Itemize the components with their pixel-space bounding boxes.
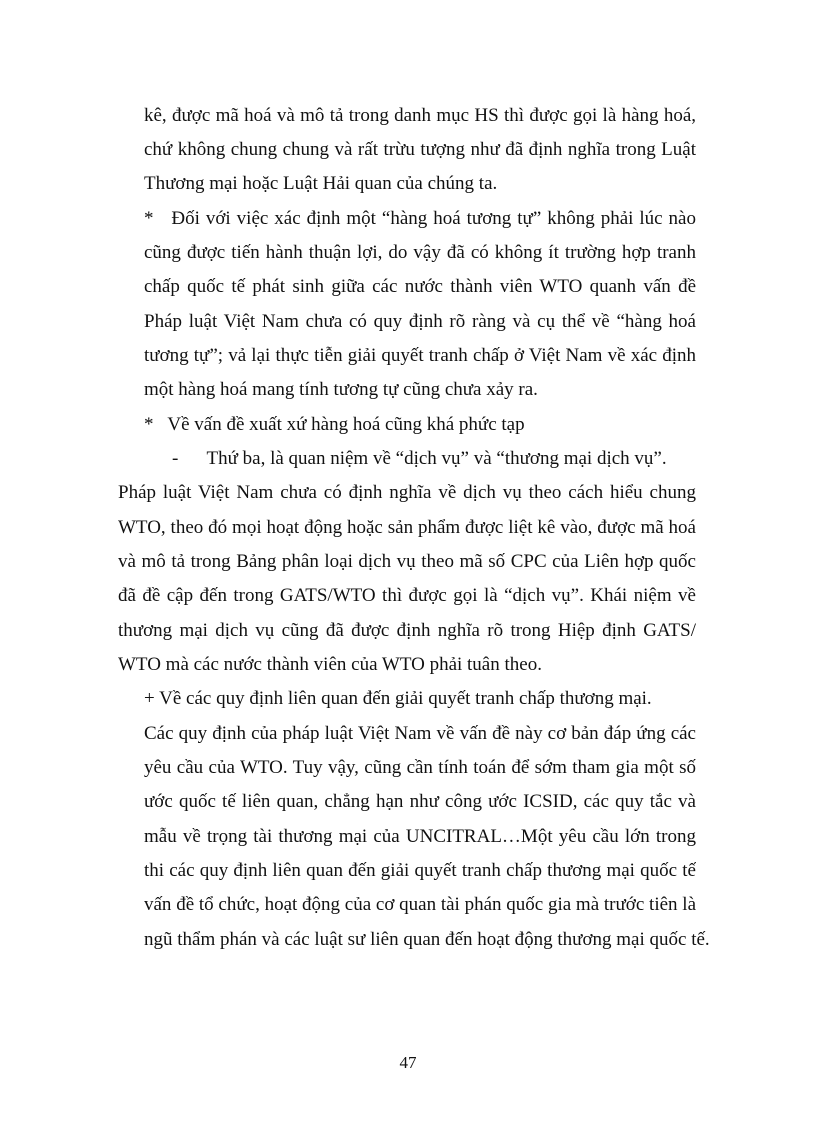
text-line: thi các quy định liên quan đến giải quyết tranh chấp thương mại quốc tế — [144, 860, 696, 881]
section-heading: + Về các quy định liên quan đến giải quyết tranh chấp thương mại. — [144, 688, 652, 709]
text-line: mẫu về trọng tài thương mại của UNCITRAL…Một yêu cầu lớn trong — [144, 826, 696, 847]
bullet-line: * Đối với việc xác định một “hàng hoá tương tự” không phải lúc nào — [144, 208, 696, 229]
text-line: Các quy định của pháp luật Việt Nam về vấn đề này cơ bản đáp ứng các — [144, 723, 696, 744]
page-number: 47 — [399, 1053, 417, 1072]
text-line: kê, được mã hoá và mô tả trong danh mục HS thì được gọi là hàng hoá, — [144, 105, 696, 126]
text-line: chấp quốc tế phát sinh giữa các nước thành viên WTO quanh vấn đề — [144, 276, 696, 297]
text-line: đã đề cập đến trong GATS/WTO thì được gọi là “dịch vụ”. Khái niệm về — [118, 585, 696, 606]
text-line: yêu cầu của WTO. Tuy vậy, cũng cần tính toán để sớm tham gia một số — [144, 757, 696, 778]
text-line: WTO mà các nước thành viên của WTO phải tuân theo. — [118, 654, 542, 675]
text-line: thương mại dịch vụ cũng đã được định nghĩa rõ trong Hiệp định GATS/ — [118, 620, 696, 641]
text-line: vấn đề tổ chức, hoạt động của cơ quan tài phán quốc gia mà trước tiên là — [144, 894, 696, 915]
text-line: cũng được tiến hành thuận lợi, do vậy đã có không ít trường hợp tranh — [144, 242, 696, 263]
text-line: ngũ thẩm phán và các luật sư liên quan đến hoạt động thương mại quốc tế. — [144, 929, 710, 950]
text-line: một hàng hoá mang tính tương tự cũng chưa xảy ra. — [144, 379, 538, 400]
bullet-line: * Về vấn đề xuất xứ hàng hoá cũng khá phức tạp — [144, 414, 525, 435]
text-line: Pháp luật Việt Nam chưa có quy định rõ ràng và cụ thể về “hàng hoá — [144, 311, 696, 332]
dash-line: - Thứ ba, là quan niệm về “dịch vụ” và “thương mại dịch vụ”. — [172, 448, 667, 469]
text-line: WTO, theo đó mọi hoạt động hoặc sản phẩm được liệt kê vào, được mã hoá — [118, 517, 696, 538]
text-line: Thương mại hoặc Luật Hải quan của chúng ta. — [144, 173, 498, 194]
text-line: ước quốc tế liên quan, chẳng hạn như công ước ICSID, các quy tắc và — [144, 791, 696, 812]
text-line: Pháp luật Việt Nam chưa có định nghĩa về dịch vụ theo cách hiểu chung — [118, 482, 696, 503]
text-line: tương tự”; vả lại thực tiễn giải quyết tranh chấp ở Việt Nam về xác định — [144, 345, 696, 366]
text-line: chứ không chung chung và rất trừu tượng như đã định nghĩa trong Luật — [144, 139, 696, 160]
text-line: và mô tả trong Bảng phân loại dịch vụ theo mã số CPC của Liên hợp quốc — [118, 551, 696, 572]
